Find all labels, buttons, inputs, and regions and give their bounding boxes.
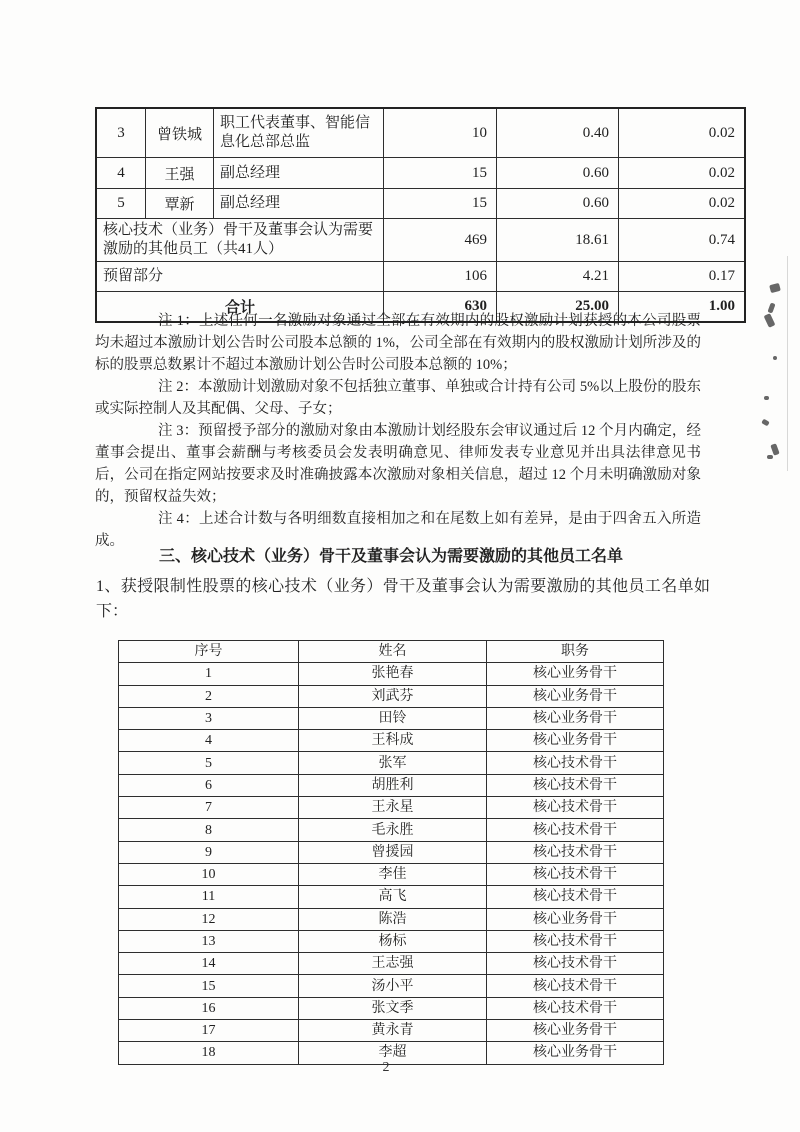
cell-title: 核心业务骨干 [487, 663, 664, 685]
table-row [119, 975, 664, 997]
cell-shares: 10 [384, 108, 497, 158]
cell-title: 核心业务骨干 [487, 707, 664, 729]
cell-no: 1 [119, 663, 299, 685]
section-heading: 三、核心技术（业务）骨干及董事会认为需要激励的其他员工名单 [159, 548, 624, 565]
cell-name: 王永星 [299, 797, 487, 819]
cell-no: 11 [119, 886, 299, 908]
scan-artifact [769, 283, 781, 293]
scan-artifact [764, 313, 776, 328]
cell-title: 核心技术骨干 [487, 997, 664, 1019]
scan-artifact [761, 419, 770, 427]
table-row [96, 189, 745, 219]
table-row [119, 819, 664, 841]
cell-pct-total: 4.21 [497, 262, 619, 292]
cell-title: 核心技术骨干 [487, 797, 664, 819]
cell-shares: 469 [384, 219, 497, 262]
cell-total-label: 合计 [96, 292, 384, 323]
scan-artifact [767, 302, 775, 313]
cell-title: 副总经理 [214, 158, 384, 189]
cell-no: 2 [119, 685, 299, 707]
cell-shares: 106 [384, 262, 497, 292]
cell-no: 16 [119, 997, 299, 1019]
table-row [119, 707, 664, 729]
scan-artifact [767, 455, 773, 459]
cell-pct-total: 25.00 [497, 292, 619, 323]
cell-name: 黄永青 [299, 1020, 487, 1042]
cell-pct-capital: 0.02 [619, 189, 746, 219]
column-header-no: 序号 [119, 641, 299, 663]
cell-title: 核心业务骨干 [487, 685, 664, 707]
cell-name: 刘武芬 [299, 685, 487, 707]
cell-title: 核心业务骨干 [487, 1042, 664, 1064]
scan-edge-line [787, 256, 788, 471]
cell-title: 核心技术骨干 [487, 863, 664, 885]
table-row [119, 1020, 664, 1042]
cell-title: 核心技术骨干 [487, 886, 664, 908]
cell-no: 17 [119, 1020, 299, 1042]
cell-title: 核心业务骨干 [487, 908, 664, 930]
cell-title: 核心技术骨干 [487, 752, 664, 774]
cell-no: 14 [119, 953, 299, 975]
cell-pct-capital: 0.02 [619, 108, 746, 158]
cell-title: 核心技术骨干 [487, 819, 664, 841]
cell-shares: 15 [384, 158, 497, 189]
cell-name: 田铃 [299, 707, 487, 729]
cell-name: 杨标 [299, 930, 487, 952]
column-header-name: 姓名 [299, 641, 487, 663]
note-paragraph: 注 3：预留授予部分的激励对象由本激励计划经股东会审议通过后 12 个月内确定，经董事会提出、董事会薪酬与考核委员会发表明确意见、律师发表专业意见并出具法律意见书后，公司在指定网站按要求及时准确披露本次激励对象相关信息，超过 12 个月未明确激励对象的，预留权益失效； [95, 423, 701, 505]
cell-name: 曾铁城 [146, 108, 214, 158]
table-row [119, 908, 664, 930]
table-row [96, 108, 745, 158]
table-header-row [119, 641, 664, 663]
column-header-title: 职务 [487, 641, 664, 663]
cell-no: 6 [119, 774, 299, 796]
cell-pct-capital: 1.00 [619, 292, 746, 323]
cell-no: 18 [119, 1042, 299, 1064]
intro-paragraph: 1、获授限制性股票的核心技术（业务）骨干及董事会认为需要激励的其他员工名单如下： [96, 578, 710, 620]
cell-no: 4 [96, 158, 146, 189]
table-row [119, 997, 664, 1019]
table-row [96, 158, 745, 189]
allocation-table [95, 107, 746, 323]
cell-no: 15 [119, 975, 299, 997]
cell-group-label: 预留部分 [96, 262, 384, 292]
cell-pct-total: 0.60 [497, 158, 619, 189]
cell-pct-capital: 0.17 [619, 262, 746, 292]
cell-title: 副总经理 [214, 189, 384, 219]
cell-no: 8 [119, 819, 299, 841]
cell-no: 9 [119, 841, 299, 863]
cell-pct-total: 0.40 [497, 108, 619, 158]
cell-title: 核心业务骨干 [487, 1020, 664, 1042]
table-row [119, 685, 664, 707]
cell-no: 5 [96, 189, 146, 219]
cell-title: 核心技术骨干 [487, 774, 664, 796]
cell-name: 胡胜利 [299, 774, 487, 796]
cell-no: 3 [96, 108, 146, 158]
cell-shares: 630 [384, 292, 497, 323]
cell-title: 核心技术骨干 [487, 930, 664, 952]
cell-title: 核心技术骨干 [487, 841, 664, 863]
roster-table [118, 640, 664, 1065]
table-row-group [96, 219, 745, 262]
scan-artifact [773, 356, 777, 360]
cell-name: 王科成 [299, 730, 487, 752]
cell-no: 4 [119, 730, 299, 752]
cell-group-label: 核心技术（业务）骨干及董事会认为需要激励的其他员工（共41人） [96, 219, 384, 262]
cell-name: 王志强 [299, 953, 487, 975]
table-row [119, 797, 664, 819]
cell-title: 核心技术骨干 [487, 975, 664, 997]
cell-name: 张艳春 [299, 663, 487, 685]
table-row [119, 663, 664, 685]
cell-title: 职工代表董事、智能信息化总部总监 [214, 108, 384, 158]
table-row [119, 752, 664, 774]
cell-name: 毛永胜 [299, 819, 487, 841]
cell-no: 10 [119, 863, 299, 885]
table-row [119, 930, 664, 952]
cell-name: 陈浩 [299, 908, 487, 930]
cell-no: 5 [119, 752, 299, 774]
table-row-group [96, 262, 745, 292]
cell-name: 李超 [299, 1042, 487, 1064]
cell-title: 核心业务骨干 [487, 730, 664, 752]
scan-artifact [764, 396, 769, 400]
table-row [119, 841, 664, 863]
note-paragraph: 注 2：本激励计划激励对象不包括独立董事、单独或合计持有公司 5%以上股份的股东或实际控制人及其配偶、父母、子女； [95, 379, 701, 417]
cell-pct-capital: 0.02 [619, 158, 746, 189]
cell-no: 3 [119, 707, 299, 729]
cell-shares: 15 [384, 189, 497, 219]
note-paragraph: 注 4：上述合计数与各明细数直接相加之和在尾数上如有差异，是由于四舍五入所造成。 [95, 511, 701, 549]
table-row [119, 774, 664, 796]
page-number: 2 [382, 1060, 390, 1075]
cell-no: 12 [119, 908, 299, 930]
cell-name: 李佳 [299, 863, 487, 885]
table-row [119, 863, 664, 885]
cell-no: 7 [119, 797, 299, 819]
notes-block [95, 310, 701, 552]
table-row [119, 886, 664, 908]
cell-title: 核心技术骨干 [487, 953, 664, 975]
cell-name: 张军 [299, 752, 487, 774]
cell-pct-total: 18.61 [497, 219, 619, 262]
cell-name: 张文季 [299, 997, 487, 1019]
cell-no: 13 [119, 930, 299, 952]
cell-name: 高飞 [299, 886, 487, 908]
table-row [119, 730, 664, 752]
table-row [119, 953, 664, 975]
cell-name: 王强 [146, 158, 214, 189]
scan-artifact [770, 443, 779, 455]
cell-pct-total: 0.60 [497, 189, 619, 219]
cell-name: 汤小平 [299, 975, 487, 997]
cell-name: 曾援园 [299, 841, 487, 863]
cell-name: 覃新 [146, 189, 214, 219]
cell-pct-capital: 0.74 [619, 219, 746, 262]
note-paragraph: 注 1：上述任何一名激励对象通过全部在有效期内的股权激励计划获授的本公司股票均未超过本激励计划公告时公司股本总额的 1%，公司全部在有效期内的股权激励计划所涉及的标的股票总数累计不超过本激励计划公告时公司股本总额的 10%； [95, 313, 701, 373]
